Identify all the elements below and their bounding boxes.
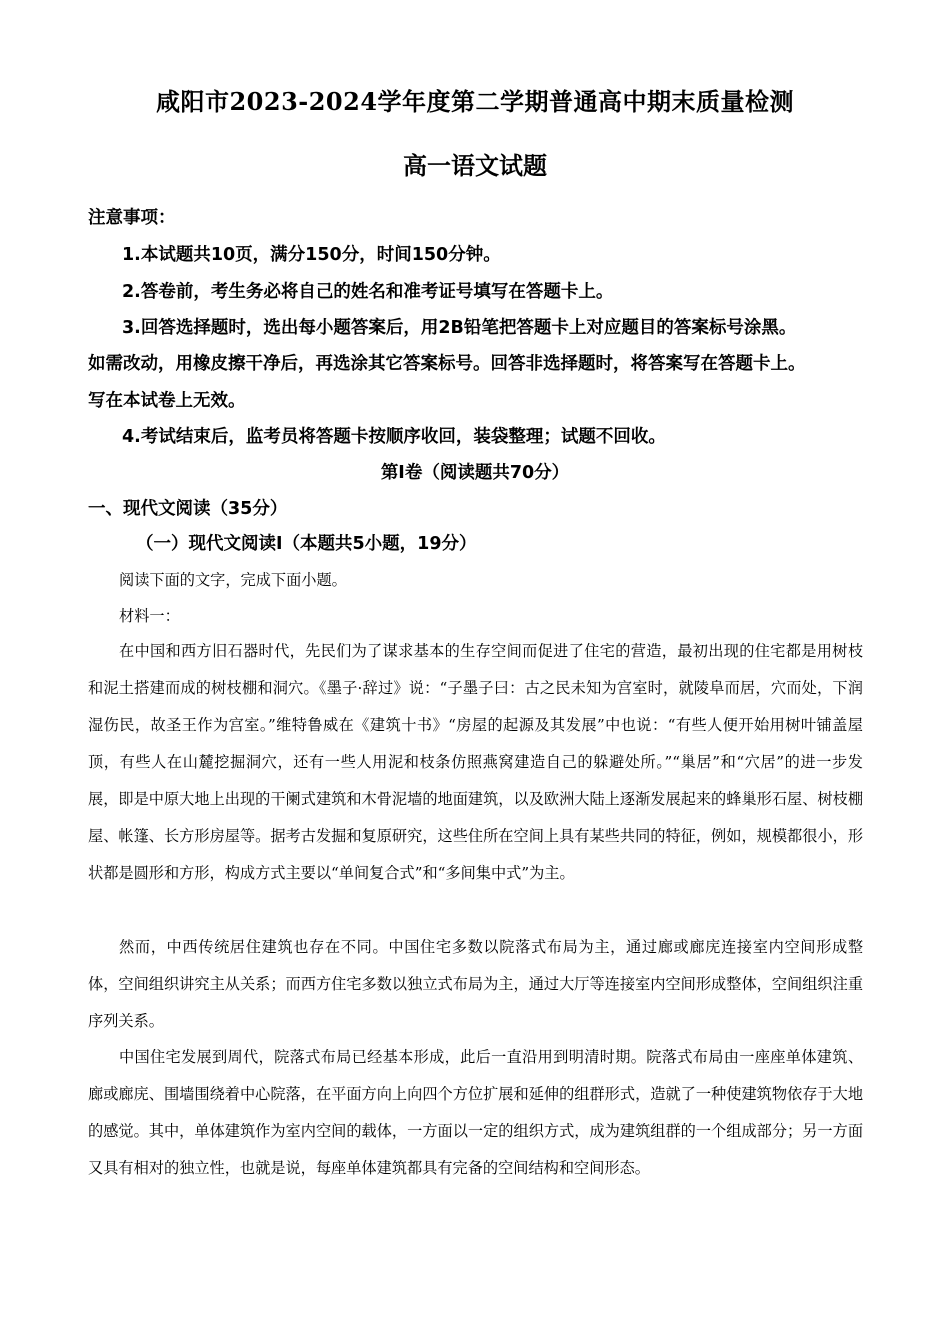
note-item-4: 4.考试结束后，监考员将答题卡按顺序收回，装袋整理；试题不回收。 [122,427,666,447]
passage-paragraph-3: 中国住宅发展到周代，院落式布局已经基本形成，此后一直沿用到明清时期。院落式布局由一座座单体建筑、廊或廊庑、围墙围绕着中心院落，在平面方向上向四个方位扩展和延伸的组群形式，造就了一种使建筑物依存于大地的感觉。其中，单体建筑作为室内空间的载体，一方面以一定的组织方式，成为建筑组群的一个组成部分；另一方面又具有相对的独立性，也就是说，每座单体建筑都具有完备的空间结构和空间形态。 [88,1048,863,1177]
note-item-3-line-1: 3.回答选择题时，选出每小题答案后，用2B铅笔把答题卡上对应题目的答案标号涂黑。 [122,318,797,338]
subsection-heading: （一）现代文阅读Ⅰ（本题共5小题，19分） [136,534,477,554]
notes-heading: 注意事项： [88,208,176,228]
section-heading: 一、现代文阅读（35分） [88,499,288,519]
exam-subtitle: 高一语文试题 [403,151,547,180]
material-label: 材料一： [119,607,180,625]
note-item-3-line-3: 写在本试卷上无效。 [88,391,246,411]
note-item-1: 1.本试题共10页，满分150分，时间150分钟。 [122,245,501,265]
volume-heading: 第Ⅰ卷（阅读题共70分） [380,463,570,483]
passage-paragraph-1: 在中国和西方旧石器时代，先民们为了谋求基本的生存空间而促进了住宅的营造，最初出现的住宅都是用树枝和泥土搭建而成的树枝棚和洞穴。《墨子·辞过》说：“子墨子曰：古之民未知为宫室时，就陵阜而居，穴而处，下润湿伤民，故圣王作为宫室。”维特鲁威在《建筑十书》“房屋的起源及其发展”中也说：“有些人便开始用树叶铺盖屋顶，有些人在山麓挖掘洞穴，还有一些人用泥和枝条仿照燕窝建造自己的躲避处所。”“巢居”和“穴居”的进一步发展，即是中原大地上出现的干阑式建筑和木骨泥墙的地面建筑，以及欧洲大陆上逐渐发展起来的蜂巢形石屋、树枝棚屋、帐篷、长方形房屋等。据考古发掘和复原研究，这些住所在空间上具有某些共同的特征，例如，规模都很小，形状都是圆形和方形，构成方式主要以“单间复合式”和“多间集中式”为主。 [88,642,863,882]
note-item-2: 2.答卷前，考生务必将自己的姓名和准考证号填写在答题卡上。 [122,282,614,302]
exam-title: 咸阳市2023-2024学年度第二学期普通高中期末质量检测 [155,87,795,116]
passage-paragraph-2: 然而，中西传统居住建筑也存在不同。中国住宅多数以院落式布局为主，通过廊或廊庑连接室内空间形成整体，空间组织讲究主从关系；而西方住宅多数以独立式布局为主，通过大厅等连接室内空间形成整体，空间组织注重序列关系。 [88,938,863,1030]
note-item-3-line-2: 如需改动，用橡皮擦干净后，再选涂其它答案标号。回答非选择题时，将答案写在答题卡上。 [88,354,806,374]
reading-instruction: 阅读下面的文字，完成下面小题。 [119,571,347,589]
